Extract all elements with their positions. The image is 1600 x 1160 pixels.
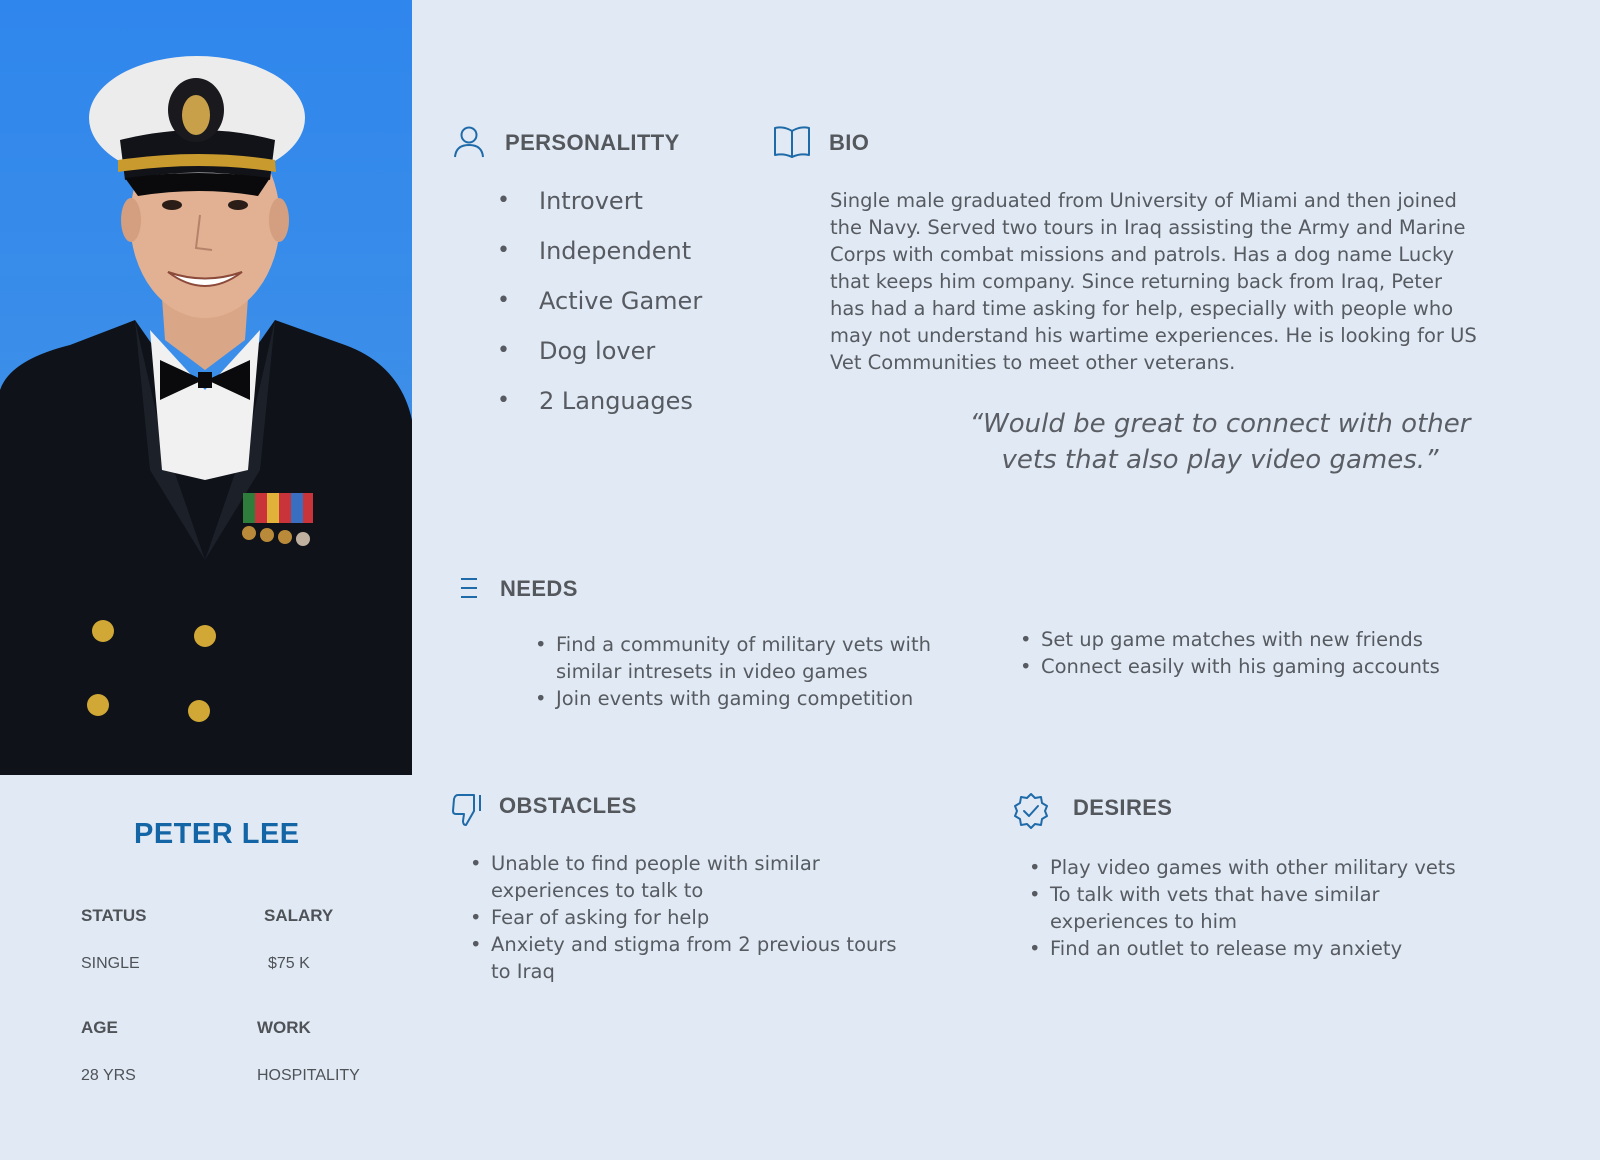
age-label: AGE bbox=[81, 1018, 118, 1037]
bio-quote: “Would be great to connect with other vets that also play video games.” bbox=[969, 409, 1471, 475]
work-value: HOSPITALITY bbox=[257, 1067, 360, 1084]
needs-item: • Find a community of military vets with similar intresets in video games bbox=[534, 631, 994, 685]
obstacles-list bbox=[469, 850, 909, 985]
status-label: STATUS bbox=[81, 906, 147, 925]
obstacles-item: • Fear of asking for help bbox=[469, 904, 909, 931]
bio-title: BIO bbox=[829, 130, 870, 155]
personality-item: • Independent bbox=[497, 226, 702, 276]
needs-title: NEEDS bbox=[500, 576, 578, 601]
bio-text: Single male graduated from University of Miami and then joined the Navy. Served two tours in Iraq assisting the Army and Marine Corps with combat missions and patrols. Has a dog name Lucky that keeps him company. Since returning back from Iraq, Peter has had a hard time asking for help, especially with people who may not understand his wartime experiences. He is looking for US Vet Communities to meet other veterans. bbox=[830, 189, 1477, 374]
obstacles-item: • Unable to find people with similar experiences to talk to bbox=[469, 850, 909, 904]
personality-item: • Active Gamer bbox=[497, 276, 702, 326]
desires-item: • To talk with vets that have similar experiences to him bbox=[1028, 881, 1488, 935]
status-value: SINGLE bbox=[81, 955, 140, 972]
personality-list bbox=[497, 176, 702, 426]
persona-photo bbox=[0, 0, 412, 775]
list-icon bbox=[459, 576, 479, 600]
personality-item: • 2 Languages bbox=[497, 376, 702, 426]
personality-item: • Dog lover bbox=[497, 326, 702, 376]
salary-label: SALARY bbox=[264, 906, 334, 925]
needs-list-right bbox=[1019, 626, 1519, 680]
desires-list bbox=[1028, 854, 1488, 962]
needs-item: • Connect easily with his gaming accounts bbox=[1019, 653, 1519, 680]
desires-title: DESIRES bbox=[1073, 795, 1173, 820]
needs-item: • Join events with gaming competition bbox=[534, 685, 994, 712]
book-icon bbox=[773, 125, 811, 159]
user-icon bbox=[452, 125, 486, 159]
verified-badge-icon bbox=[1012, 792, 1050, 830]
desires-item: • Find an outlet to release my anxiety bbox=[1028, 935, 1488, 962]
work-label: WORK bbox=[257, 1018, 311, 1037]
personality-item: • Introvert bbox=[497, 176, 702, 226]
age-value: 28 YRS bbox=[81, 1067, 136, 1084]
personality-title: PERSONALITTY bbox=[505, 130, 680, 155]
needs-item: • Set up game matches with new friends bbox=[1019, 626, 1519, 653]
salary-value: $75 K bbox=[268, 955, 310, 972]
obstacles-item: • Anxiety and stigma from 2 previous tours to Iraq bbox=[469, 931, 909, 985]
persona-name: PETER LEE bbox=[134, 818, 300, 850]
navy-officer-portrait bbox=[0, 0, 412, 775]
desires-item: • Play video games with other military vets bbox=[1028, 854, 1488, 881]
obstacles-title: OBSTACLES bbox=[499, 793, 637, 818]
needs-list-left bbox=[534, 631, 994, 712]
thumbs-down-icon bbox=[452, 793, 484, 827]
